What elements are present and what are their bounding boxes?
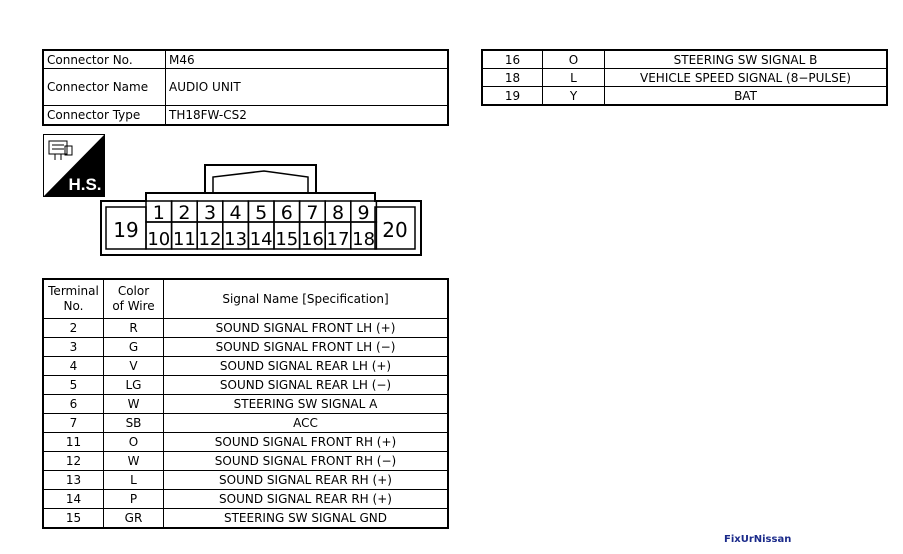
harness-side-icon [43,134,105,197]
terminal-no-cell: 2 [43,319,104,338]
color-header-line2: of Wire [112,299,155,313]
table-row [43,357,448,376]
color-header-line1: Color [117,284,150,298]
table-row [482,69,887,87]
terminal-no-cell: 12 [43,452,104,471]
terminal-number-label: 12 [198,229,222,250]
terminal-no-cell: 19 [482,87,543,106]
terminal-number-label: 13 [224,229,248,250]
terminal-no-cell: 5 [43,376,104,395]
terminal-number-label: 10 [147,229,171,250]
terminal-number-label: 5 [255,202,268,224]
terminal-no-cell: 13 [43,471,104,490]
connector-type-label: Connector Type [43,106,166,126]
table-row [482,50,887,69]
table-row [43,433,448,452]
wire-color-cell: W [104,452,164,471]
wire-color-cell: LG [104,376,164,395]
terminal-19-label: 19 [113,218,139,242]
signal-name-cell: ACC [164,414,449,433]
terminal-number-label: 18 [352,229,376,250]
table-row [43,471,448,490]
wire-color-cell: G [104,338,164,357]
signal-name-cell: STEERING SW SIGNAL B [605,50,888,69]
connector-type-row [43,106,448,126]
signal-name-cell: SOUND SIGNAL FRONT RH (+) [164,433,449,452]
wire-color-cell: L [543,69,605,87]
signal-name-cell: SOUND SIGNAL REAR RH (+) [164,490,449,509]
terminal-header-line1: Terminal [48,284,99,298]
terminal-number-label: 7 [306,202,319,224]
signal-name-cell: SOUND SIGNAL REAR RH (+) [164,471,449,490]
connector-info-table [42,49,449,126]
terminal-no-cell: 16 [482,50,543,69]
terminal-no-header [43,279,104,319]
table-row [43,452,448,471]
signal-name-cell: SOUND SIGNAL FRONT LH (−) [164,338,449,357]
terminal-number-label: 16 [300,229,324,250]
terminal-cells [146,201,376,250]
table-row [43,414,448,433]
signal-name-cell: BAT [605,87,888,106]
terminal-no-cell: 6 [43,395,104,414]
connector-name-value: AUDIO UNIT [166,69,449,106]
wire-color-cell: SB [104,414,164,433]
hs-label: H.S. [68,175,102,194]
terminal-no-cell: 11 [43,433,104,452]
signal-name-cell: SOUND SIGNAL REAR LH (+) [164,357,449,376]
wire-color-cell: R [104,319,164,338]
table-row [482,87,887,106]
connector-no-label: Connector No. [43,50,166,69]
terminal-number-label: 8 [331,202,345,224]
connector-name-row [43,69,448,106]
table-row [43,338,448,357]
wire-color-cell: L [104,471,164,490]
wire-color-cell: O [543,50,605,69]
terminal-number-label: 17 [326,229,350,250]
terminal-no-cell: 18 [482,69,543,87]
table-row [43,509,448,529]
wire-color-cell: GR [104,509,164,529]
table-row [43,319,448,338]
terminal-no-cell: 7 [43,414,104,433]
connector-face-diagram [100,163,424,258]
table-row [43,376,448,395]
terminal-number-label: 1 [152,202,165,224]
terminal-number-label: 9 [357,202,370,224]
signal-name-header: Signal Name [Specification] [164,279,449,319]
wire-color-cell: W [104,395,164,414]
terminal-number-label: 4 [229,202,242,224]
terminal-number-label: 14 [249,229,273,250]
table-row [43,490,448,509]
signal-name-cell: STEERING SW SIGNAL A [164,395,449,414]
terminal-20-label: 20 [382,218,408,242]
terminal-table-body [43,319,448,529]
terminal-table-continued [481,49,888,106]
wire-color-cell: V [104,357,164,376]
terminal-no-cell: 14 [43,490,104,509]
table-row [43,395,448,414]
terminal-table-continued-body [482,50,887,105]
wire-color-cell: O [104,433,164,452]
terminal-number-label: 15 [275,229,299,250]
terminal-number-label: 11 [172,229,196,250]
terminal-number-label: 3 [203,202,217,224]
wire-color-cell: P [104,490,164,509]
terminal-table [42,278,449,529]
connector-no-value: M46 [166,50,449,69]
wire-color-header [104,279,164,319]
terminal-no-cell: 15 [43,509,104,529]
connector-name-label: Connector Name [43,69,166,106]
terminal-header-line2: No. [63,299,84,313]
signal-name-cell: SOUND SIGNAL FRONT LH (+) [164,319,449,338]
signal-name-cell: SOUND SIGNAL FRONT RH (−) [164,452,449,471]
terminal-number-label: 6 [280,202,293,224]
terminal-number-label: 2 [178,202,191,224]
watermark: FixUrNissan [724,534,792,545]
terminal-table-header [43,279,448,319]
connector-type-value: TH18FW-CS2 [166,106,449,126]
wire-color-cell: Y [543,87,605,106]
signal-name-cell: SOUND SIGNAL REAR LH (−) [164,376,449,395]
terminal-no-cell: 4 [43,357,104,376]
signal-name-cell: STEERING SW SIGNAL GND [164,509,449,529]
connector-no-row [43,50,448,69]
signal-name-cell: VEHICLE SPEED SIGNAL (8−PULSE) [605,69,888,87]
terminal-no-cell: 3 [43,338,104,357]
